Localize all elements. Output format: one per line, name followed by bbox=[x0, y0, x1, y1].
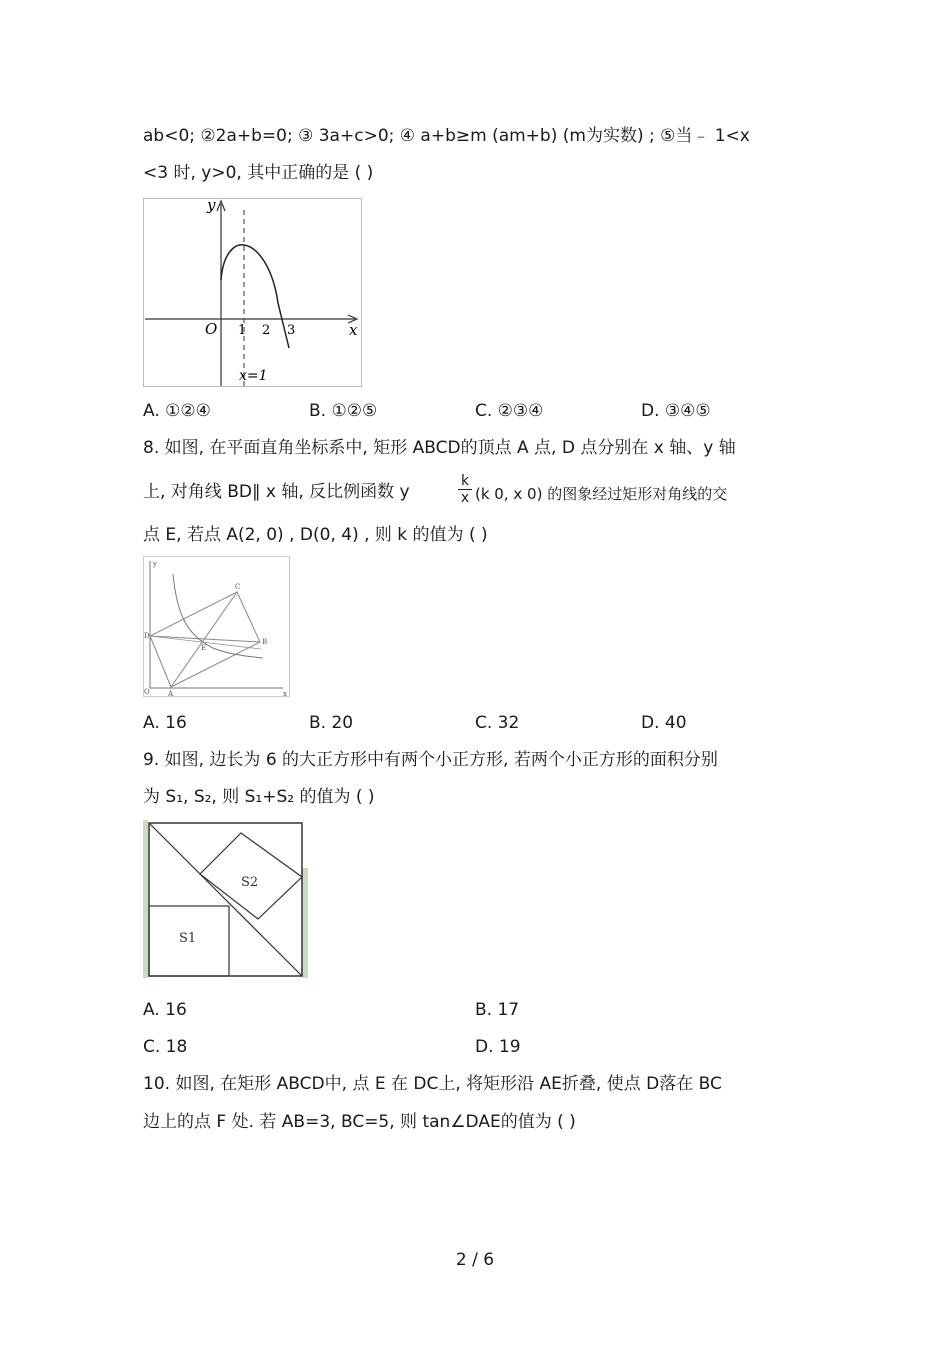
q9-option-d: D. 19 bbox=[475, 1037, 521, 1057]
figure-frame bbox=[144, 557, 290, 697]
fraction-denominator: x bbox=[460, 490, 470, 506]
y-label: y bbox=[207, 198, 216, 214]
tick-2: 2 bbox=[262, 323, 271, 338]
q10-text-line2: 边上的点 F 处. 若 AB=3, BC=5, 则 tan∠DAE的值为 ( ) bbox=[143, 1112, 576, 1132]
fraction-numerator: k bbox=[460, 473, 470, 489]
q9-option-c: C. 18 bbox=[143, 1037, 188, 1057]
symmetry-label: x=1 bbox=[239, 368, 268, 384]
x-label: x bbox=[349, 321, 358, 339]
point-e-label: E bbox=[201, 644, 207, 652]
tick-1: 1 bbox=[238, 323, 247, 338]
q9-text-line2: 为 S₁, S₂, 则 S₁+S₂ 的值为 ( ) bbox=[143, 787, 375, 807]
green-edge-left bbox=[143, 820, 148, 978]
q9-squares-figure bbox=[143, 820, 308, 984]
s2-label: S2 bbox=[241, 875, 259, 890]
q8-option-a: A. 16 bbox=[143, 713, 187, 733]
q7-parabola-figure bbox=[143, 198, 363, 392]
tick-3: 3 bbox=[287, 323, 296, 338]
q9-text-line1: 9. 如图, 边长为 6 的大正方形中有两个小正方形, 若两个小正方形的面积分别 bbox=[143, 750, 718, 770]
q7-option-c: C. ②③④ bbox=[475, 401, 544, 421]
q9-option-b: B. 17 bbox=[475, 1000, 520, 1020]
q7-option-b: B. ①②⑤ bbox=[309, 401, 378, 421]
point-b-label: B bbox=[262, 638, 268, 646]
x-label: x bbox=[283, 690, 287, 698]
green-edge-right bbox=[302, 868, 308, 978]
point-a-label: A bbox=[168, 690, 174, 698]
origin-label: O bbox=[205, 320, 218, 338]
point-c-label: C bbox=[235, 583, 241, 591]
q10-text-line1: 10. 如图, 在矩形 ABCD中, 点 E 在 DC上, 将矩形沿 AE折叠, 使点 D落在 BC bbox=[143, 1074, 722, 1094]
q9-option-a: A. 16 bbox=[143, 1000, 187, 1020]
q8-fraction bbox=[458, 474, 472, 505]
origin-label: O bbox=[144, 688, 150, 696]
q8-option-d: D. 40 bbox=[641, 713, 687, 733]
q8-text-line1: 8. 如图, 在平面直角坐标系中, 矩形 ABCD的顶点 A 点, D 点分别在 x 轴、y 轴 bbox=[143, 438, 736, 458]
q7-option-d: D. ③④⑤ bbox=[641, 401, 711, 421]
q8-text-line2b: (k 0, x 0) 的图象经过矩形对角线的交 bbox=[475, 485, 728, 503]
q7-text-line1: ab<0; ②2a+b=0; ③ 3a+c>0; ④ a+b≥m (am+b) (m为实数) ; ⑤当﹣ 1<x bbox=[143, 126, 750, 146]
y-label: y bbox=[153, 560, 157, 568]
q7-text-line2: <3 时, y>0, 其中正确的是 ( ) bbox=[143, 163, 374, 183]
q8-text-line2a: 上, 对角线 BD∥ x 轴, 反比例函数 y bbox=[143, 482, 410, 502]
q8-option-b: B. 20 bbox=[309, 713, 354, 733]
q8-text-line3: 点 E, 若点 A(2, 0) , D(0, 4) , 则 k 的值为 ( ) bbox=[143, 525, 488, 545]
q8-rectangle-figure bbox=[143, 556, 291, 702]
q8-option-c: C. 32 bbox=[475, 713, 520, 733]
point-d-label: D bbox=[144, 632, 150, 640]
page-number: 2 / 6 bbox=[455, 1250, 495, 1270]
figure-frame bbox=[144, 199, 362, 387]
s1-label: S1 bbox=[179, 931, 197, 946]
q7-option-a: A. ①②④ bbox=[143, 401, 211, 421]
